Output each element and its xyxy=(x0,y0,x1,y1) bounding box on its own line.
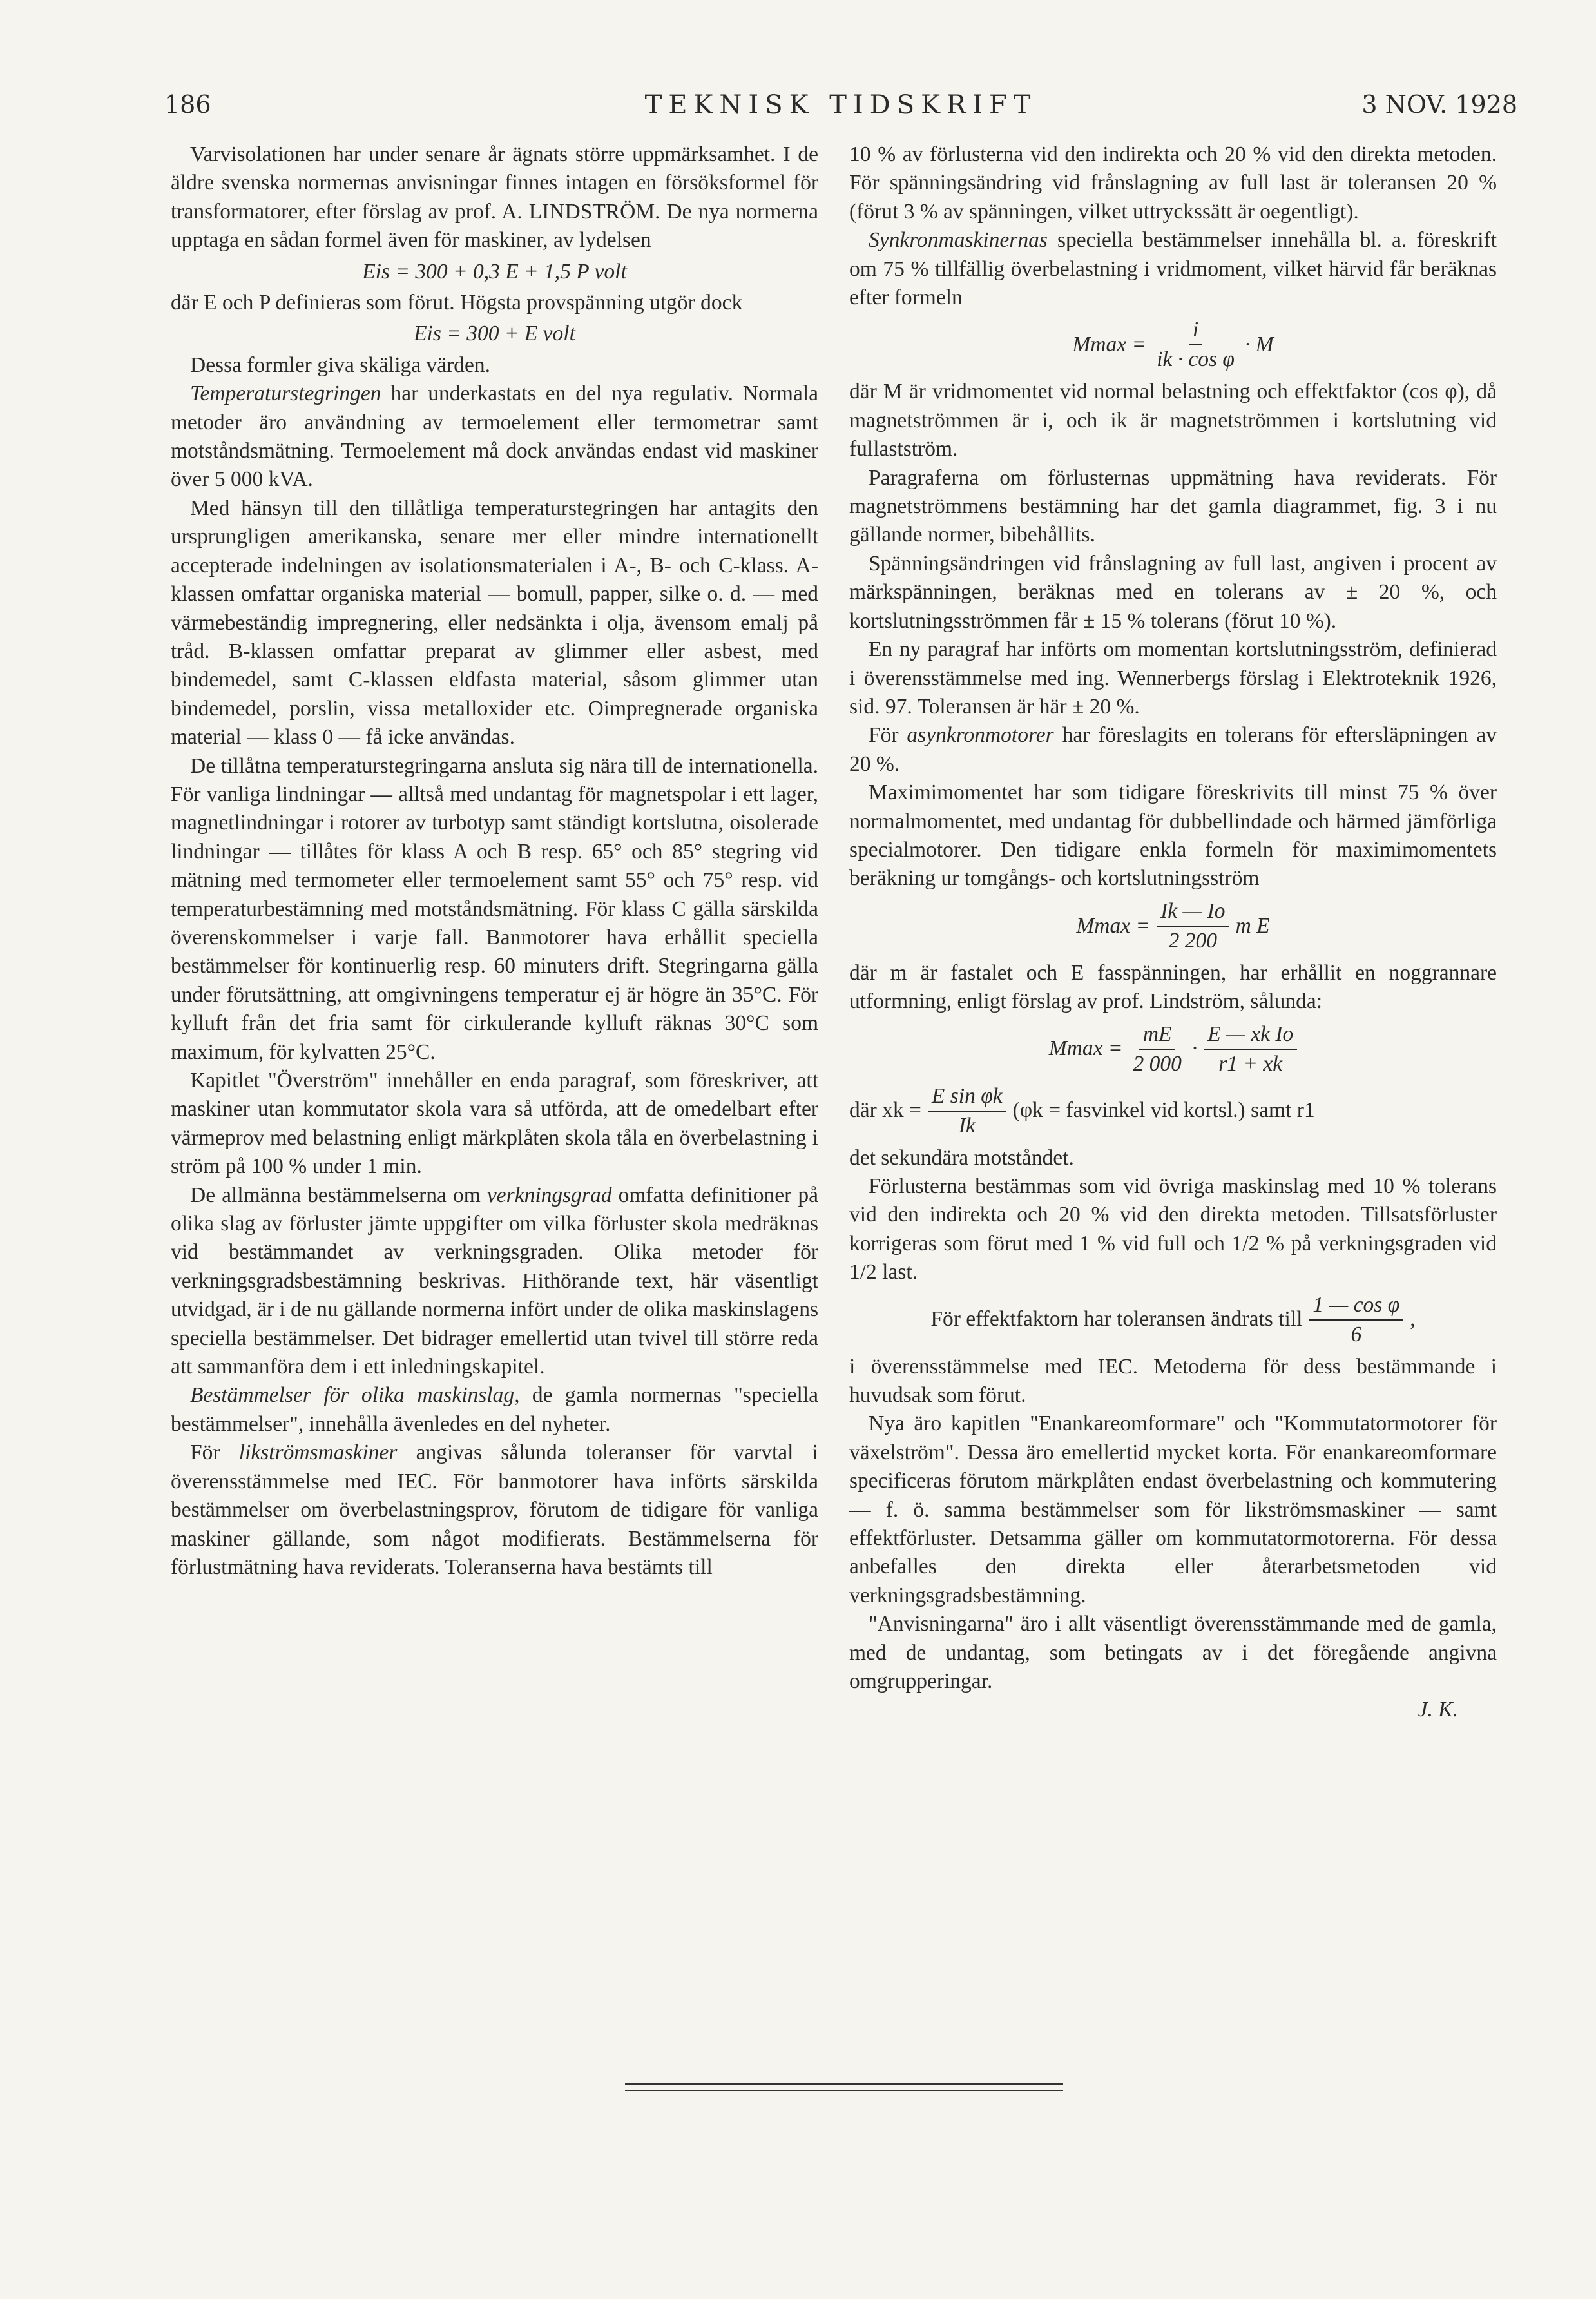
formula-eis-1: Eis = 300 + 0,3 E + 1,5 P volt xyxy=(362,259,627,284)
paragraph: det sekundära motståndet. xyxy=(849,1145,1074,1170)
denominator: r1 + xk xyxy=(1218,1051,1283,1076)
formula-rhs: m E xyxy=(1235,913,1270,938)
end-rule-bottom xyxy=(625,2090,1063,2091)
paragraph: Paragraferna om förlusternas uppmätning hava reviderats. För magnetströmmens bestämning har det gamla diagrammet, fig. 3 i nu gällande normer, bibehållits. xyxy=(849,465,1497,547)
paragraph: där M är vridmomentet vid normal belastning och effektfaktor (cos φ), då magnetströmmen är i, och ik är magnetströmmen i kortslutning vid fullastström. xyxy=(849,380,1497,461)
formula-lhs: Mmax = xyxy=(1048,1036,1123,1061)
paragraph: Dessa formler giva skäliga värden. xyxy=(190,353,491,377)
formula-power-factor xyxy=(849,1291,1497,1349)
denominator: 2 200 xyxy=(1168,928,1218,953)
paragraph: 10 % av förlusterna vid den indirekta och 20 % vid den direkta metoden. För spänningsändring vid frånslagning av full last är toleransen 20 % (förut 3 % av spänningen, vilket uttryckssätt är oegentligt). xyxy=(849,142,1497,224)
journal-title: TEKNISK TIDSKRIFT xyxy=(644,90,1037,120)
formula-mmax-old xyxy=(849,897,1497,955)
formula-xk xyxy=(849,1082,1497,1140)
text: De allmänna bestämmelserna om xyxy=(190,1183,487,1207)
formula-lhs: Mmax = xyxy=(1072,333,1147,357)
emphasis: asynkronmotorer xyxy=(907,723,1054,748)
paragraph: De tillåtna temperaturstegringarna ansluta sig nära till de internationella. För vanliga lindningar — alltså med undantag för magnetspolar i ett lager, magnetlindningar i rotorer av turbotyp samt ständigt kortslutna, oisolerade lindningar — tillåtes för klass A och B resp. 65° och 85° stegring vid mätning med termometer eller termoelement samt 55° och 75° resp. vid temperaturbestämning med motståndsmätning. För klass C gälla särskilda överenskommelser i varje fall. Banmotorer hava erhållit speciella bestämmelser för kontinuerlig resp. 60 minuters drift. Stegringarna gälla under förutsättning, att omgivningens temperatur ej är högre än 35°C. För kylluft från det fria samt för cirkulerande kylluft räknas 30°C som maximum, för kylvatten 25°C. xyxy=(171,753,818,1064)
paragraph: Nya äro kapitlen "Enankareomformare" och "Kommutatormotorer för växelström". Dessa äro emellertid mycket korta. För enankareomformare specificeras förutom märkplåten endast överbelastning och kommutering — f. ö. samma bestämmelser som för likströmsmaskiner — samt effektförluster. Detsamma gäller om kommutatormotorerna. För dessa anbefalles den direkta eller återarbetsmetoden vid verkningsgradsbestämning. xyxy=(849,1411,1497,1607)
paragraph xyxy=(171,1181,818,1382)
fraction xyxy=(1153,316,1238,374)
paragraph: Förlusterna bestämmas som vid övriga maskinslag med 10 % tolerans vid den indirekta och 20 % vid den direkta metoden. Tillsatsförluster korrigeras som förut med 1 % vid full och 1/2 % på verkningsgraden vid 1/2 last. xyxy=(849,1174,1497,1285)
end-rule-top xyxy=(625,2083,1063,2085)
formula-eis-2: Eis = 300 + E volt xyxy=(414,322,575,346)
page-number: 186 xyxy=(164,90,211,119)
numerator: i xyxy=(1189,316,1202,345)
emphasis: Synkronmaskinernas xyxy=(869,228,1048,253)
fraction xyxy=(1129,1020,1185,1078)
text: speciella bestämmelser innehålla bl. a. föreskrift om 75 % tillfällig överbelastning i vridmoment, vilket härvid får beräknas efter formeln xyxy=(849,228,1497,310)
denominator: 2 000 xyxy=(1133,1051,1182,1076)
page-header xyxy=(164,90,1517,129)
right-column xyxy=(849,141,1497,1725)
paragraph: Varvisolationen har under senare år ägnats större uppmärksamhet. I de äldre svenska normernas anvisningar finnes intagen en försöksformel för transformatorer, efter förslag av prof. A. LINDSTRÖM. De nya normerna upptaga en sådan formel även för maskiner, av lydelsen xyxy=(171,142,818,253)
numerator: E — xk Io xyxy=(1204,1020,1297,1050)
paragraph: Kapitlet "Överström" innehåller en enda paragraf, som föreskriver, att maskiner utan kommutator skola vara så utförda, att de omedelbart efter värmeprov med belastning enligt märkplåten skola tåla en överbelastning i ström på 100 % under 1 min. xyxy=(171,1069,818,1179)
formula-rhs: (φk = fasvinkel vid kortsl.) samt r1 xyxy=(1012,1098,1315,1123)
left-column xyxy=(171,141,818,1582)
paragraph: "Anvisningarna" äro i allt väsentligt överensstämmande med de gamla, med de undantag, som betingats av i det föregående angivna omgrupperingar. xyxy=(849,1612,1497,1694)
emphasis: Temperaturstegringen xyxy=(190,382,381,406)
paragraph: Med hänsyn till den tillåtliga temperaturstegringen har antagits den ursprungligen amerikanska, senare mer eller mindre internationellt accepterade indelningen av isolationsmaterialen i A-, B- och C-klass. A-klassen omfattar organiska material — bomull, papper, silke o. d. — med värmebeständig impregnering, eller nedsänkta i olja, ävensom emalj på tråd. B-klassen omfattar preparat av glimmer eller asbest, med bindemedel, samt C-klassen eldfasta material, såsom glimmer utan bindemedel, porslin, vissa metalloxider etc. Oimpregnerade organiska material — klass 0 — få icke användas. xyxy=(171,496,818,750)
paragraph: där m är fastalet och E fasspänningen, har erhållit en noggrannare utformning, enligt förslag av prof. Lindström, sålunda: xyxy=(849,960,1497,1014)
emphasis: likströmsmaskiner xyxy=(238,1441,398,1465)
numerator: mE xyxy=(1139,1020,1176,1050)
text: har underkastats en del nya regulativ. Normala metoder äro användning av termoelement eller termometrar samt motståndsmätning. Termoelement må dock användas endast vid maskiner över 5 000 kVA. xyxy=(171,382,818,492)
paragraph xyxy=(171,1381,818,1439)
numerator: Ik — Io xyxy=(1157,897,1229,927)
text: har föreslagits en tolerans för eftersläpningen av 20 %. xyxy=(849,723,1497,776)
numerator: E sin φk xyxy=(928,1082,1006,1112)
comma: , xyxy=(1410,1307,1416,1332)
text: För xyxy=(869,723,907,748)
formula-lhs: För effektfaktorn har toleransen ändrats till xyxy=(930,1307,1303,1332)
formula-rhs: · M xyxy=(1244,333,1274,357)
emphasis: verkningsgrad xyxy=(486,1183,612,1207)
paragraph: Maximimomentet har som tidigare föreskrivits till minst 75 % över normalmomentet, med undantag för dubbellindade och härmed jämförliga specialmotorer. Den tidigare enkla formeln för maximimomentets beräkning ur tomgångs- och kortslutningsström xyxy=(849,781,1497,891)
issue-date: 3 NOV. 1928 xyxy=(1361,90,1517,119)
fraction xyxy=(1204,1020,1297,1078)
emphasis: Bestämmelser för olika maskinslag, xyxy=(190,1383,520,1408)
formula-lhs: Mmax = xyxy=(1076,913,1151,938)
paragraph xyxy=(171,1439,818,1582)
fraction xyxy=(1157,897,1229,955)
times-dot: · xyxy=(1191,1036,1198,1061)
formula-lhs: där xk = xyxy=(849,1098,921,1123)
fraction xyxy=(1309,1291,1403,1349)
text: För xyxy=(190,1441,239,1465)
paragraph: i överensstämmelse med IEC. Metoderna för dess bestämmande i huvudsak som förut. xyxy=(849,1354,1497,1407)
paragraph xyxy=(171,380,818,494)
formula-mmax-synchronous xyxy=(849,316,1497,374)
denominator: Ik xyxy=(958,1113,976,1138)
paragraph xyxy=(849,226,1497,312)
denominator: ik · cos φ xyxy=(1157,347,1235,372)
paragraph: där E och P definieras som förut. Högsta provspänning utgör dock xyxy=(171,291,743,315)
denominator: 6 xyxy=(1351,1322,1362,1346)
text: omfatta definitioner på olika slag av förluster jämte uppgifter om vilka förluster skola medräknas vid bestämmandet av verkningsgraden. Olika metoder för verkningsgradsbestämning beskrivas. Hithörande text, här väsentligt utvidgad, är i de nu gällande normerna infört under de olika maskinslagens speciella bestämmelser. Det bidrager emellertid utan tvivel till större reda att sammanföra dem i ett inledningskapitel. xyxy=(171,1183,819,1379)
author-signature: J. K. xyxy=(1418,1698,1458,1722)
paragraph: Spänningsändringen vid frånslagning av full last, angiven i procent av märkspänningen, beräknas med en tolerans av ± 20 %, och kortslutningsströmmen får ± 15 % tolerans (förut 10 %). xyxy=(849,551,1497,633)
text: angivas sålunda toleranser för varvtal i överensstämmelse med IEC. För banmotorer hava införts särskilda bestämmelser om överbelastningsprov, förutom de tidigare för vanliga maskiner gällande, som något modifierats. Bestämmelserna för förlustmätning hava reviderats. Toleranserna hava bestämts till xyxy=(171,1441,818,1579)
fraction xyxy=(928,1082,1006,1140)
numerator: 1 — cos φ xyxy=(1309,1291,1403,1321)
formula-mmax-new xyxy=(849,1020,1497,1078)
text: de gamla normernas "speciella bestämmelser", innehålla ävenledes en del nyheter. xyxy=(171,1383,818,1436)
paragraph xyxy=(849,721,1497,779)
paragraph: En ny paragraf har införts om momentan kortslutningsström, definierad i överensstämmelse med ing. Wennerbergs förslag i Elektroteknik 1926, sid. 97. Toleransen är här ± 20 %. xyxy=(849,637,1497,719)
